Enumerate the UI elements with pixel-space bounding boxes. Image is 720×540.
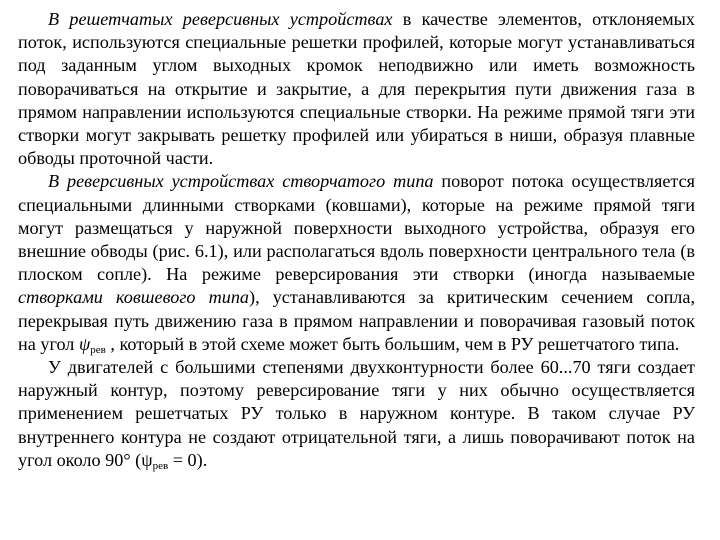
term-bucket-flaps: створками ковшевого типа — [18, 287, 250, 308]
psi-subscript: рев — [90, 343, 106, 356]
paragraph-text: , который в этой схеме может быть большим, чем в РУ решетчатого типа. — [105, 333, 680, 354]
paragraph-text: ), устанавливаются за критическим сечением сопла, перекрывая путь движению газа в прямом направлении и поворачивая газовый поток на угол — [18, 287, 695, 354]
paragraph-text: поворот потока осуществляется специальными длинными створками (ковшами), которые на режиме прямой тяги могут размещаться у наружной поверхности выходного устройства, образуя его внешние обводы (рис. 6.1), или располагаться вдоль поверхности центрального тела (в плоском сопле). На режиме реверсирования эти створки (иногда называемые — [18, 171, 695, 285]
paragraph-text: = 0). — [168, 449, 208, 470]
term-flap-reversers: В реверсивных устройствах створчатого типа — [48, 171, 434, 192]
paragraph-grid-reversers — [18, 8, 695, 170]
paragraph-bypass-engines — [18, 356, 695, 472]
psi-symbol: ψ — [78, 333, 91, 354]
paragraph-text: У двигателей с большими степенями двухконтурности более 60...70 тяги создает наружный контур, поэтому реверсирование тяги у них обычно осуществляется применением решетчатых РУ только в наружном контуре. В таком случае РУ внутреннего контура не создают отрицательной тяги, а лишь поворачивают поток на угол около 90° (ψ — [18, 357, 695, 470]
paragraph-text: в качестве элементов, отклоняемых поток, используются специальные решетки профилей, которые могут устанавливаться под заданным углом выходных кромок неподвижно или иметь возможность поворачиваться на открытие и закрытие, а для перекрытия пути движения газа в прямом направлении используются специальные створки. На режиме прямой тяги эти створки могут закрывать решетку профилей или убираться в ниши, образуя плавные обводы проточной части. — [18, 9, 695, 169]
psi-subscript: рев — [152, 459, 169, 472]
paragraph-flap-reversers — [18, 170, 695, 356]
term-grid-reversers: В решетчатых реверсивных устройствах — [48, 9, 393, 29]
